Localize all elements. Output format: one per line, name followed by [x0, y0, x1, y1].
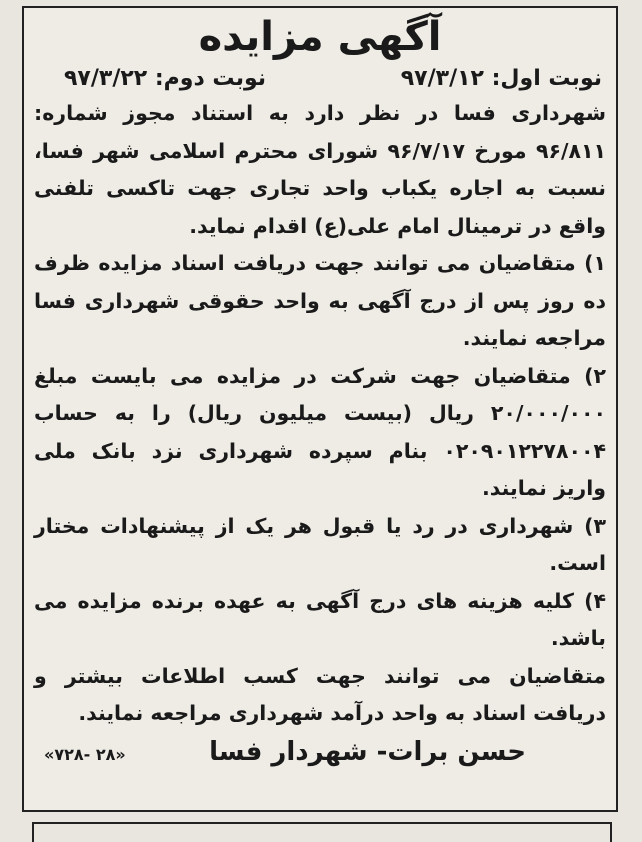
condition-1: ۱) متقاضیان می توانند جهت دریافت اسناد مزایده ظرف ده روز پس از درج آگهی به واحد حقوقی شهرداری فسا مراجعه نمایند.	[34, 251, 606, 350]
auction-ad	[22, 6, 618, 812]
publication-turns	[24, 66, 616, 91]
ad-body	[24, 95, 616, 733]
ad-code: «۲۸ -۷۲۸»	[44, 744, 126, 764]
closing-paragraph: متقاضیان می توانند جهت کسب اطلاعات بیشتر و دریافت اسناد به واحد درآمد شهرداری مراجعه نمایند.	[34, 663, 606, 725]
intro-paragraph: شهرداری فسا در نظر دارد به استناد مجوز شماره: ۹۶/۸۱۱ مورخ ۹۶/۷/۱۷ شورای محترم اسلامی شهر فسا، نسبت به اجاره یکباب واحد تجاری جهت تاکسی تلفنی واقع در ترمینال امام علی(ع) اقدام نماید.	[34, 101, 606, 238]
turn-second: نوبت دوم: ۹۷/۳/۲۲	[64, 66, 267, 91]
signer-name: حسن برات- شهردار فسا	[209, 736, 526, 767]
condition-2: ۲) متقاضیان جهت شرکت در مزایده می بایست مبلغ ۲۰/۰۰۰/۰۰۰ ریال (بیست میلیون ریال) را به حساب ۰۲۰۹۰۱۲۲۷۸۰۰۴ بنام سپرده شهرداری نزد بانک ملی واریز نمایند.	[34, 363, 606, 500]
condition-3: ۳) شهرداری در رد یا قبول هر یک از پیشنهادات مختار است.	[34, 513, 606, 575]
turn-first: نوبت اول: ۹۷/۳/۱۲	[400, 66, 602, 91]
condition-4: ۴) کلیه هزینه های درج آگهی به عهده برنده مزایده می باشد.	[34, 588, 606, 650]
ad-title: آگهی مزایده	[198, 14, 442, 60]
signature-row	[24, 733, 616, 767]
next-ad-frame	[32, 822, 612, 842]
